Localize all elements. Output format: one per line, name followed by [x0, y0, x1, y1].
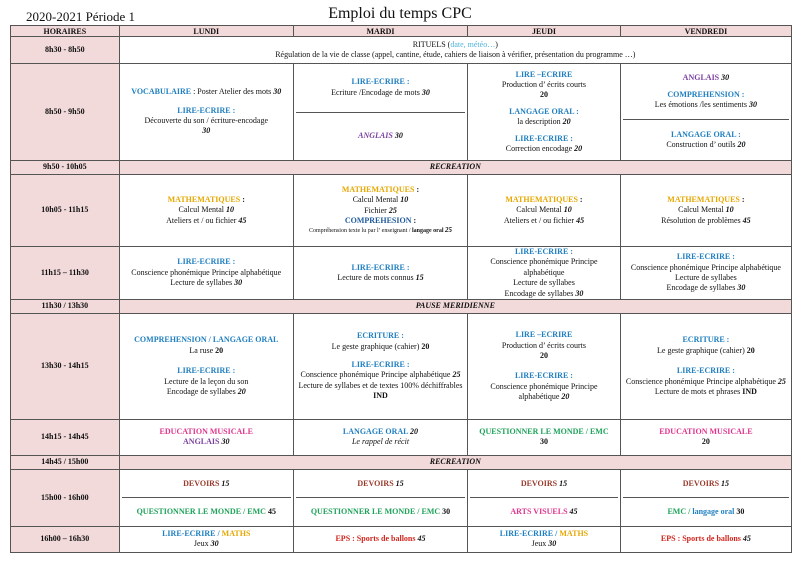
text-s4-tue-subj2: COMPREHESION — [344, 215, 412, 225]
cell-fri — [620, 469, 791, 526]
text-s2-tue-b_min: 30 — [392, 131, 403, 141]
text-s8-wed-subj: QUESTIONNER LE MONDE / EMC — [479, 427, 609, 437]
text-s2-wed-b_text: la description — [517, 117, 563, 127]
time-slot: 14h15 - 14h45 — [11, 419, 120, 455]
row-slot5 — [11, 247, 792, 300]
text-s4-mon-subj: MATHEMATIQUES — [167, 194, 241, 204]
text-s5-wed-l2: Lecture de syllabes — [513, 278, 575, 288]
time-slot: 14h45 / 15h00 — [11, 455, 120, 469]
cell-thu — [468, 313, 621, 419]
text-s11-tue-m1: 45 — [417, 534, 426, 544]
text-s4-wed-m2: 45 — [576, 215, 585, 225]
text-s4-tue-m2: 25 — [388, 205, 397, 215]
text-s10-tue-am: 15 — [395, 478, 404, 488]
text-s11-mon-l1: Jeux — [193, 539, 211, 549]
recreation-banner: RECREATION — [119, 455, 791, 469]
text-s7-wed-l2: Conscience phonémique Principe alphabétique — [490, 381, 598, 402]
text-s4-tue-m1: 10 — [400, 195, 409, 205]
text-s11-wed-a: LIRE-ECRIRE / — [499, 529, 560, 539]
text-s7-mon-m1: 20 — [215, 345, 224, 355]
text-s4-fri-m2: 45 — [742, 215, 751, 225]
text-s7-wed-m2: 20 — [561, 392, 570, 402]
text-s4-fri-m1: 10 — [725, 205, 734, 215]
cell-thu — [468, 419, 621, 455]
text-s10-mon-am: 15 — [221, 478, 230, 488]
text-s7-tue-l2: Conscience phonémique Principe alphabétique — [300, 370, 453, 380]
cell-fri — [620, 247, 791, 300]
text-s7-tue-l1: Le geste graphique (cahier) — [331, 341, 422, 351]
text-s2-fri-b_subj: COMPREHENSION : — [667, 89, 745, 99]
text-s5-tue-l1: Lecture de mots connus — [337, 272, 416, 282]
text-s2-wed-a_subj: LIRE –ECRIRE — [515, 69, 573, 79]
text-s4-fri-subj: MATHEMATIQUES — [667, 194, 740, 204]
text-s11-wed-m1: 30 — [548, 539, 557, 549]
text-s2-mon-a_text: : Poster Atelier des mots — [191, 87, 274, 97]
text-s10-mon-a: DEVOIRS — [183, 478, 222, 488]
text-s4-mon-m1: 10 — [226, 205, 235, 215]
text-s7-tue-m3: IND — [373, 391, 388, 401]
text-s4-fri-l1: Calcul Mental — [678, 205, 726, 215]
cell-tue — [293, 64, 467, 161]
text-s5-wed-l1: Conscience phonémique Principe alphabétique — [490, 257, 598, 277]
text-rituels-close: ) — [495, 39, 498, 49]
text-s7-mon-subj: COMPREHENSION / LANGAGE ORAL — [134, 335, 279, 345]
page-header — [0, 0, 800, 26]
text-s8-tue-m1: 20 — [410, 427, 419, 437]
text-s10-wed-bm: 45 — [569, 507, 578, 516]
text-s10-fri-b: EMC / — [667, 507, 693, 516]
text-s2-fri-c_text: Construction d’ outils — [666, 140, 738, 150]
cell-tue — [293, 469, 467, 526]
text-s8-fri-subj: EDUCATION MUSICALE — [659, 427, 753, 437]
text-s4-tue-m3: 25 — [445, 226, 452, 235]
text-s5-tue-m1: 15 — [415, 272, 424, 282]
cell-mon — [119, 526, 293, 552]
cell-mon — [119, 64, 293, 161]
text-s4-wed-subj: MATHEMATIQUES — [505, 194, 578, 204]
text-s4-tue-l2: Fichier — [364, 205, 389, 215]
text-s7-tue-m1: 20 — [421, 341, 430, 351]
text-s8-mon-m2: 30 — [219, 437, 230, 447]
text-s7-tue-subj2: LIRE-ECRIRE : — [351, 360, 410, 370]
col-monday: LUNDI — [119, 26, 293, 37]
row-slot4 — [11, 175, 792, 247]
text-s7-mon-subj2: LIRE-ECRIRE : — [177, 366, 236, 376]
text-s4-wed-m1: 10 — [563, 205, 572, 215]
rituels-cell — [119, 37, 791, 64]
time-slot: 8h50 - 9h50 — [11, 64, 120, 161]
text-s10-wed-b: ARTS VISUELS — [510, 507, 570, 516]
text-s10-wed-a: DEVOIRS — [520, 478, 560, 488]
cell-fri — [620, 313, 791, 419]
text-s10-wed-am: 15 — [559, 478, 568, 488]
text-s5-mon-subj: LIRE-ECRIRE : — [177, 257, 236, 267]
cell-tue — [293, 419, 467, 455]
text-s5-tue-subj: LIRE-ECRIRE : — [351, 262, 410, 272]
text-s7-wed-subj: LIRE –ECRIRE — [515, 330, 573, 340]
cell-tue — [293, 175, 467, 247]
text-s2-mon-b_subj: LIRE-ECRIRE : — [177, 105, 236, 115]
text-s4-tue-l3: Compréhension texte lu par l’ enseignant / — [308, 228, 412, 235]
text-s2-mon-b_text: Découverte du son / écriture-encodage — [144, 116, 268, 125]
text-s5-mon-m2: 30 — [234, 278, 243, 288]
text-s2-tue-b_subj: ANGLAIS — [358, 131, 393, 141]
time-slot: 11h30 / 13h30 — [11, 299, 120, 313]
text-s8-fri-m1: 20 — [701, 437, 710, 447]
row-rituels — [11, 37, 792, 64]
cell-tue — [293, 247, 467, 300]
cell-thu — [468, 175, 621, 247]
text-s2-fri-a_min: 30 — [719, 73, 730, 83]
text-s4-wed-colon: : — [577, 194, 583, 204]
cell-mon — [119, 175, 293, 247]
cell-mon — [119, 419, 293, 455]
row-slot7 — [11, 313, 792, 419]
cell-thu — [468, 526, 621, 552]
cell-thu — [468, 469, 621, 526]
col-friday: VENDREDI — [620, 26, 791, 37]
text-s11-mon-a2: MATHS — [221, 529, 251, 539]
text-s11-mon-m1: 30 — [210, 539, 219, 549]
text-s2-wed-c_text: Correction encodage — [505, 143, 575, 153]
col-thursday: JEUDI — [468, 26, 621, 37]
col-tuesday: MARDI — [293, 26, 467, 37]
text-s11-mon-a: LIRE-ECRIRE / — [162, 529, 222, 539]
text-s7-wed-l1: Production d’ écrits courts — [501, 340, 586, 350]
text-s2-wed-a_min: 20 — [539, 90, 548, 100]
text-s5-fri-m3: 30 — [737, 283, 746, 293]
cell-thu — [468, 247, 621, 300]
text-s7-fri-m1: 20 — [746, 345, 755, 355]
text-s5-wed-l3: Encodage de syllabes — [504, 288, 576, 298]
text-rituels-extra: date, météo… — [450, 39, 496, 49]
cell-mon — [119, 313, 293, 419]
text-s7-mon-l1: La ruse — [189, 345, 216, 355]
text-s10-tue-bm: 30 — [442, 507, 451, 516]
text-s2-wed-b_subj: LANGAGE ORAL : — [509, 106, 579, 116]
time-slot: 13h30 - 14h15 — [11, 313, 120, 419]
text-s11-wed-l1: Jeux — [531, 539, 549, 549]
text-s2-fri-b_min: 30 — [749, 99, 758, 109]
text-s7-fri-subj2: LIRE-ECRIRE : — [676, 366, 735, 376]
text-s2-tue-a_subj: LIRE-ECRIRE : — [351, 77, 410, 87]
col-hours: HORAIRES — [11, 26, 120, 37]
row-recreation-2 — [11, 455, 792, 469]
cell-mon — [119, 247, 293, 300]
text-s2-wed-a_text: Production d’ écrits courts — [501, 80, 586, 90]
row-slot10 — [11, 469, 792, 526]
text-s2-fri-c_min: 20 — [737, 140, 746, 150]
text-s2-mon-b_min: 30 — [202, 126, 211, 136]
text-s4-tue-l3b: langage oral — [412, 228, 445, 235]
text-s8-tue-subj: LANGAGE ORAL — [342, 427, 411, 437]
time-slot: 11h15 – 11h30 — [11, 247, 120, 300]
row-slot11 — [11, 526, 792, 552]
text-s10-fri-am: 15 — [721, 478, 730, 488]
time-slot: 16h00 – 16h30 — [11, 526, 120, 552]
text-s4-tue-subj: MATHEMATIQUES — [341, 184, 415, 194]
text-s11-fri-a: EPS : Sports de ballons — [660, 534, 743, 544]
text-rituels-title: RITUELS ( — [412, 39, 451, 49]
time-slot: 10h05 - 11h15 — [11, 175, 120, 247]
text-s10-mon-bm: 45 — [267, 507, 276, 516]
text-s7-tue-m2: 25 — [452, 370, 461, 380]
text-s10-tue-b: QUESTIONNER LE MONDE / EMC — [310, 507, 443, 516]
text-s4-mon-m2: 45 — [238, 215, 247, 225]
text-s2-wed-b_min: 20 — [562, 117, 571, 127]
text-s5-fri-l1: Conscience phonémique Principe alphabétique — [630, 262, 781, 272]
pause-banner: PAUSE MERIDIENNE — [119, 299, 791, 313]
text-s11-wed-a2: MATHS — [559, 529, 589, 539]
text-s2-fri-c_subj: LANGAGE ORAL : — [671, 129, 741, 139]
text-s8-mon-subj: EDUCATION MUSICALE — [159, 427, 253, 437]
text-s5-wed-subj: LIRE-ECRIRE : — [514, 247, 573, 256]
text-s2-fri-a_subj: ANGLAIS — [682, 73, 720, 83]
text-s11-fri-m1: 45 — [742, 534, 751, 544]
row-recreation-1 — [11, 161, 792, 175]
text-s8-mon-subj2: ANGLAIS — [183, 437, 220, 447]
text-s5-fri-l3: Encodage de syllabes — [666, 283, 738, 293]
cell-thu — [468, 64, 621, 161]
cell-tue — [293, 313, 467, 419]
text-s2-mon-a_subj: VOCABULAIRE — [131, 87, 192, 97]
text-s10-fri-b2: langage oral — [692, 507, 737, 516]
cell-mon — [119, 469, 293, 526]
text-s7-tue-l3: Lecture de syllabes et de textes 100% déchiffrables — [298, 380, 463, 390]
text-s7-mon-l3: Encodage de syllabes — [166, 387, 238, 397]
text-s8-tue-l1: Le rappel de récit — [351, 437, 410, 447]
text-s2-tue-a_text: Ecriture /Encodage de mots — [331, 87, 422, 97]
text-s7-fri-l2: Conscience phonémique Principe alphabétique — [625, 376, 778, 386]
text-s5-fri-subj: LIRE-ECRIRE : — [676, 252, 735, 262]
text-s7-tue-subj: ECRITURE : — [357, 331, 404, 341]
text-s2-wed-c_subj: LIRE-ECRIRE : — [514, 133, 573, 143]
text-s7-fri-subj: ECRITURE : — [682, 335, 730, 345]
text-s4-tue-l1: Calcul Mental — [352, 195, 401, 205]
text-s4-fri-colon: : — [739, 194, 745, 204]
year-period: 2020-2021 Période 1 — [26, 9, 136, 24]
text-s4-wed-l1: Calcul Mental — [516, 205, 564, 215]
text-s5-mon-l2: Lecture de syllabes — [170, 278, 235, 288]
text-s4-mon-colon: : — [240, 194, 245, 204]
row-slot8 — [11, 419, 792, 455]
text-s10-tue-a: DEVOIRS — [357, 478, 396, 488]
text-s2-mon-a_min: 30 — [273, 87, 282, 97]
text-s10-fri-a: DEVOIRS — [682, 478, 722, 488]
row-pause — [11, 299, 792, 313]
text-s2-fri-b_text: Les émotions /les sentiments — [654, 99, 750, 109]
timetable — [10, 25, 792, 553]
cell-fri — [620, 175, 791, 247]
cell-tue — [293, 526, 467, 552]
time-slot: 9h50 - 10h05 — [11, 161, 120, 175]
cell-fri — [620, 64, 791, 161]
text-s4-tue-colon2: : — [411, 215, 417, 225]
text-s10-fri-bm: 30 — [736, 507, 745, 516]
text-s4-mon-l2: Ateliers et / ou fichier — [166, 215, 239, 225]
text-rituels-desc: Régulation de la vie de classe (appel, cantine, étude, cahiers de liaison à vérifier, présentation du programme …) — [275, 50, 636, 59]
text-s4-tue-colon: : — [414, 184, 420, 194]
time-slot: 15h00 - 16h00 — [11, 469, 120, 526]
text-s2-wed-c_min: 20 — [574, 143, 583, 153]
text-s7-fri-l3: Lecture de mots et phrases — [654, 387, 743, 397]
text-s11-tue-a: EPS : Sports de ballons — [335, 534, 418, 544]
text-s7-wed-m1: 20 — [539, 351, 548, 361]
text-s7-fri-m3: IND — [742, 387, 757, 397]
text-s5-mon-l1: Conscience phonémique Principe alphabétique — [131, 267, 282, 277]
text-s4-wed-l2: Ateliers et / ou fichier — [503, 215, 577, 225]
text-s7-fri-l1: Le geste graphique (cahier) — [657, 345, 747, 355]
cell-fri — [620, 526, 791, 552]
text-s10-mon-b: QUESTIONNER LE MONDE / EMC — [136, 507, 268, 516]
text-s5-fri-l2: Lecture de syllabes — [675, 272, 737, 282]
page-title: Emploi du temps CPC — [328, 5, 472, 22]
recreation-banner: RECREATION — [119, 161, 791, 175]
text-s8-wed-m1: 30 — [539, 437, 548, 447]
text-s7-mon-m3: 20 — [237, 387, 246, 397]
text-s5-wed-m3: 30 — [575, 288, 584, 298]
text-s2-tue-a_min: 30 — [421, 87, 430, 97]
time-slot: 8h30 - 8h50 — [11, 37, 120, 64]
text-s7-wed-subj2: LIRE-ECRIRE : — [514, 371, 573, 381]
row-slot2 — [11, 64, 792, 161]
text-s4-fri-l2: Résolution de problèmes — [661, 215, 743, 225]
text-s4-mon-l1: Calcul Mental — [178, 205, 227, 215]
text-s7-fri-m2: 25 — [777, 376, 786, 386]
cell-fri — [620, 419, 791, 455]
text-s7-mon-l2: Lecture de la leçon du son — [164, 376, 249, 386]
